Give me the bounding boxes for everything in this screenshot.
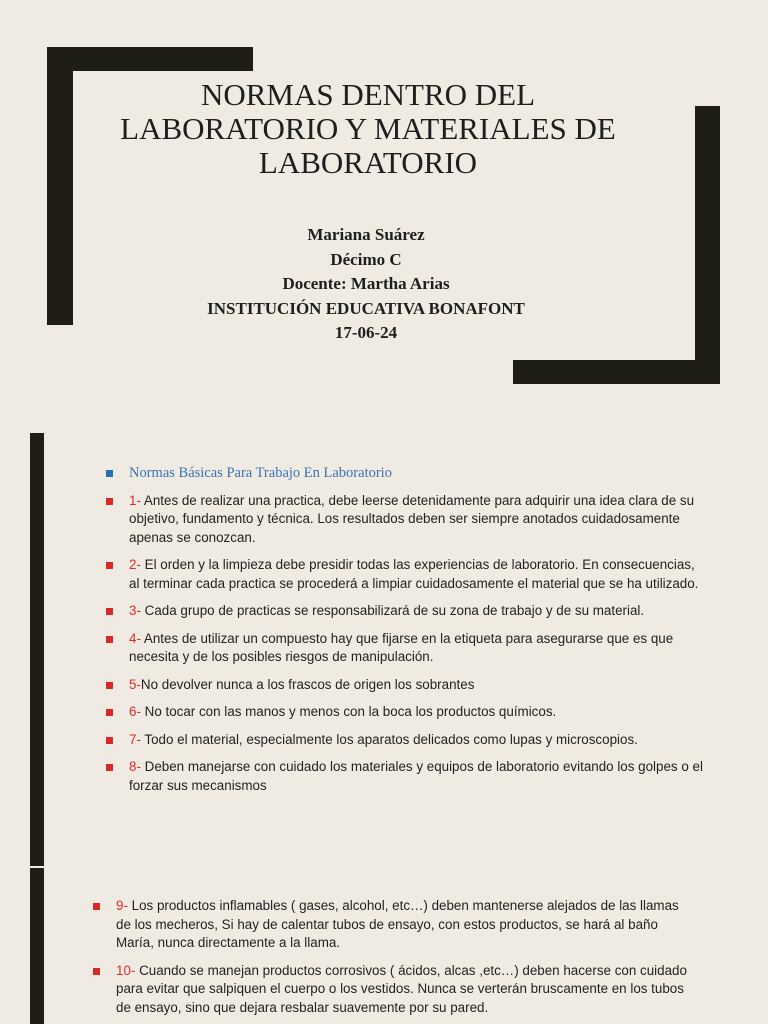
slide-rules-2	[0, 866, 768, 1024]
list-heading	[106, 464, 706, 483]
rule-number: 2-	[129, 557, 141, 572]
bullet-icon	[106, 562, 113, 569]
rule-text: Todo el material, especialmente los aparatos delicados como lupas y microscopios.	[140, 731, 638, 747]
teacher: Docente: Martha Arias	[282, 274, 450, 293]
list-item	[93, 962, 689, 1018]
author-name: Mariana Suárez	[307, 225, 425, 244]
bullet-icon	[106, 709, 113, 716]
list-item	[106, 676, 706, 695]
bullet-icon	[106, 470, 113, 477]
rule-text: Antes de realizar una practica, debe leerse detenidamente para adquirir una idea clara de su objetivo, fundamento y técnica. Los resultados deben ser siempre anotados cuidadosamente apenas se conozcan.	[129, 492, 695, 545]
title-line: LABORATORIO	[258, 145, 478, 180]
rule-text: Cuando se manejan productos corrosivos ( ácidos, alcas ,etc…) deben hacerse con cuidado para evitar que salpiquen el cuerpo o los vestidos. Nunca se verterán bruscamente en los tubos de ensayo, sino que dejara resbalar suavemente por su pared.	[116, 962, 687, 1015]
grade: Décimo C	[330, 249, 402, 269]
rule-number: 8-	[129, 759, 141, 774]
slide-title	[0, 0, 768, 430]
rule-number: 4-	[129, 630, 141, 646]
frame-bottom-right-horizontal	[513, 360, 720, 384]
rule-text: Cada grupo de practicas se responsabilizará de su zona de trabajo y de su material.	[140, 603, 645, 618]
frame-top-left-horizontal	[47, 47, 253, 71]
title-line: NORMAS DENTRO DEL	[200, 77, 536, 112]
author-info	[100, 223, 632, 346]
slide-left-bar	[30, 868, 44, 1024]
rules-list	[106, 464, 706, 804]
date: 17-06-24	[334, 323, 398, 342]
slide-left-bar	[30, 433, 44, 866]
rule-number: 3-	[129, 603, 141, 618]
list-item	[93, 897, 689, 953]
slide-title-text	[60, 78, 676, 180]
rule-number: 7-	[129, 731, 141, 747]
title-line: LABORATORIO Y MATERIALES DE	[120, 111, 616, 146]
rules-list	[93, 897, 689, 1024]
rule-text: El orden y la limpieza debe presidir todas las experiencias de laboratorio. En consecuencias, al terminar cada practica se procederá a limpiar cuidadosamente el material que se ha utilizado.	[129, 557, 699, 591]
bullet-icon	[106, 682, 113, 689]
rule-text: Los productos inflamables ( gases, alcohol, etc…) deben mantenerse alejados de las llamas de los mecheros, Si hay de calentar tubos de ensayo, con estos productos, se hará al baño María, nunca directamente a la llama.	[116, 898, 679, 950]
bullet-icon	[93, 968, 100, 975]
list-item	[106, 630, 706, 667]
bullet-icon	[106, 498, 113, 505]
rule-text: Deben manejarse con cuidado los materiales y equipos de laboratorio evitando los golpes o el forzar sus mecanismos	[129, 759, 703, 793]
heading-text: Normas Básicas Para Trabajo En Laboratorio	[129, 465, 392, 481]
rule-number: 10-	[116, 962, 136, 978]
rule-number: 6-	[129, 704, 141, 719]
rule-number: 5-	[129, 676, 141, 692]
slide-rules-1	[0, 430, 768, 866]
list-item	[106, 492, 706, 548]
rule-text: No devolver nunca a los frascos de origen los sobrantes	[140, 676, 475, 692]
rule-text: No tocar con las manos y menos con la boca los productos químicos.	[140, 704, 557, 719]
bullet-icon	[106, 608, 113, 615]
bullet-icon	[106, 737, 113, 744]
frame-bottom-right-vertical	[695, 106, 720, 384]
list-item	[106, 556, 706, 593]
list-item	[106, 703, 706, 722]
list-item	[106, 731, 706, 750]
rule-number: 9-	[116, 898, 128, 913]
rule-number: 1-	[129, 492, 141, 508]
list-item	[106, 602, 706, 621]
bullet-icon	[106, 764, 113, 771]
institution: INSTITUCIÓN EDUCATIVA BONAFONT	[207, 298, 525, 318]
bullet-icon	[93, 903, 100, 910]
list-item	[106, 758, 706, 795]
rule-text: Antes de utilizar un compuesto hay que fijarse en la etiqueta para asegurarse que es que necesita y de los posibles riesgos de manipulación.	[129, 630, 674, 664]
bullet-icon	[106, 636, 113, 643]
